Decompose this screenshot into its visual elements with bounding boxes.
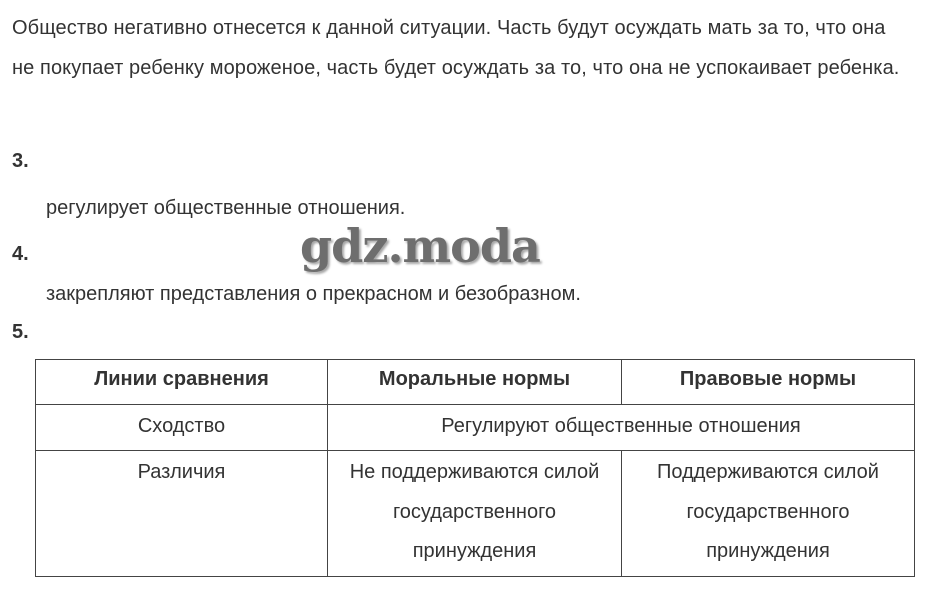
item-number-4: 4. (12, 243, 29, 265)
table-header-row (36, 360, 915, 405)
header-comparison-lines: Линии сравнения (36, 360, 328, 405)
watermark-logo (300, 219, 540, 273)
differences-moral: Не поддерживаются силой государственного принуждения (328, 451, 622, 577)
similarity-value: Регулируют общественные отношения (328, 404, 915, 451)
item-answer-4: закрепляют представления о прекрасном и безобразном. (46, 283, 581, 305)
differences-label: Различия (36, 451, 328, 577)
differences-legal: Поддерживаются силой государственного принуждения (622, 451, 915, 577)
header-legal-norms: Правовые нормы (622, 360, 915, 405)
similarity-label: Сходство (36, 404, 328, 451)
item-number-5: 5. (12, 321, 29, 343)
intro-paragraph: Общество негативно отнесется к данной ситуации. Часть будут осуждать мать за то, что она не покупает ребенку мороженое, часть будет осуждать за то, что она не успокаивает ребенка. (12, 17, 900, 79)
table-row-differences (36, 451, 915, 577)
comparison-table (35, 359, 915, 577)
item-answer-3: регулирует общественные отношения. (46, 197, 406, 219)
item-number-3: 3. (12, 150, 29, 172)
header-moral-norms: Моральные нормы (328, 360, 622, 405)
table-row-similarity (36, 404, 915, 451)
watermark-text: gdz.moda (300, 219, 540, 273)
